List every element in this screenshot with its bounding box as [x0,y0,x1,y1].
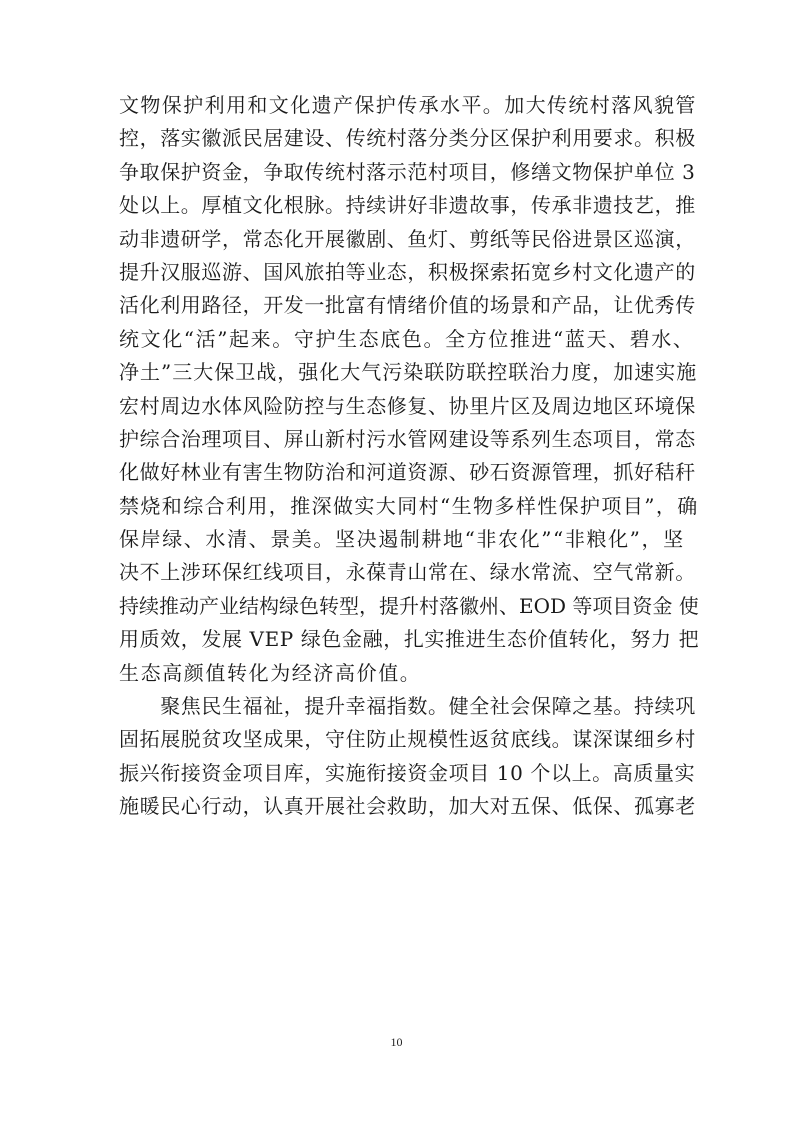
text-line: 化做好林业有害生物防治和河道资源、砂石资源管理，抓好秸秆 [119,460,696,485]
text-line: 活化利用路径，开发一批富有情绪价值的场景和产品，让优秀传 [119,293,696,318]
text-line: 护综合治理项目、屏山新村污水管网建设等系列生态项目，常态 [119,426,696,451]
text-line: 提升汉服巡游、国风旅拍等业态，积极探索拓宽乡村文化遗产的 [119,259,696,284]
text-line: 禁烧和综合利用，推深做实大同村“生物多样性保护项目”，确 [119,493,699,518]
text-line: 生态高颜值转化为经济高价值。 [119,660,422,685]
text-line: 动非遗研学，常态化开展徽剧、鱼灯、剪纸等民俗进景区巡演， [119,226,696,251]
text-line: 振兴衔接资金项目库，实施衔接资金项目 10 个以上。高质量实 [119,760,696,785]
text-line: 保岸绿、水清、景美。坚决遏制耕地“非农化”“非粮化”，坚 [119,527,685,552]
text-line: 持续推动产业结构绿色转型，提升村落徽州、EOD 等项目资金 使 [119,593,699,618]
text-line: 争取保护资金，争取传统村落示范村项目，修缮文物保护单位 3 [119,159,696,184]
text-line: 固拓展脱贫攻坚成果，守住防止规模性返贫底线。谋深谋细乡村 [119,727,696,752]
text-line: 净土”三大保卫战，强化大气污染联防联控联治力度，加速实施 [119,360,698,385]
body-text [119,89,699,824]
text-line: 处以上。厚植文化根脉。持续讲好非遗故事，传承非遗技艺，推 [119,193,696,218]
text-line: 聚焦民生福祉，提升幸福指数。健全社会保障之基。持续巩 [119,694,696,719]
page-number: 10 [390,1035,403,1049]
text-line: 决不上涉环保红线项目，永葆青山常在、绿水常流、空气常新。 [119,560,696,585]
text-line: 控，落实徽派民居建设、传统村落分类分区保护利用要求。积极 [119,126,696,151]
text-line: 文物保护利用和文化遗产保护传承水平。加大传统村落风貌管 [119,93,697,117]
text-line: 施暖民心行动，认真开展社会救助，加大对五保、低保、孤寡老 [119,794,696,819]
text-line: 用质效，发展 VEP 绿色金融，扎实推进生态价值转化，努力 把 [119,627,700,652]
text-line: 统文化“活”起来。守护生态底色。全方位推进“蓝天、碧水、 [119,326,695,351]
text-line: 宏村周边水体风险防控与生态修复、协里片区及周边地区环境保 [119,393,696,418]
